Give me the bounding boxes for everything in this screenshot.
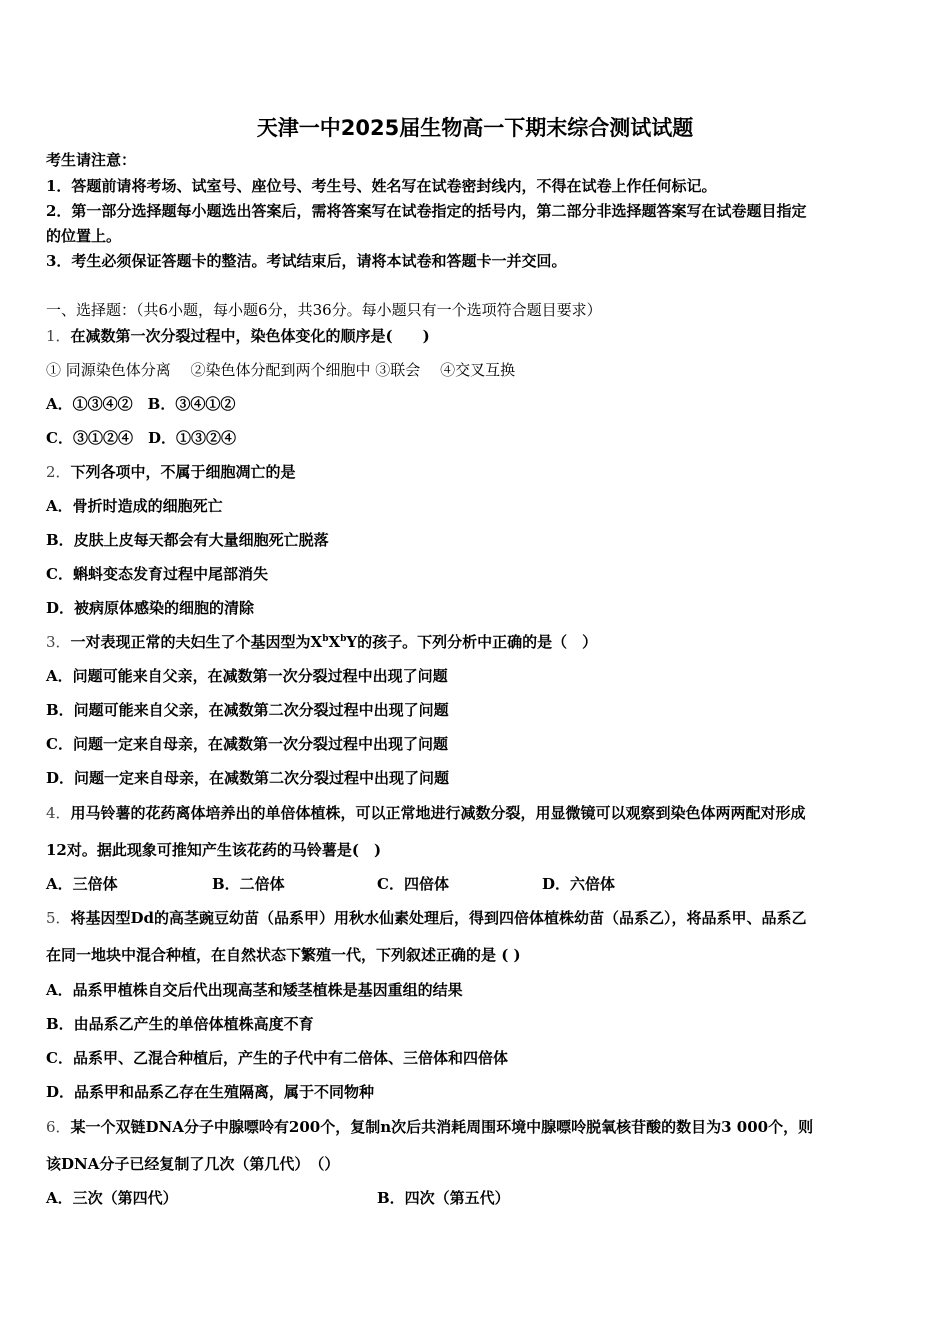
- option-a: A．三次（第四代）: [46, 1189, 178, 1207]
- option-b: B．四次（第五代）: [377, 1189, 510, 1207]
- question-text: Y的孩子。下列分析中正确的是（ ）: [346, 633, 598, 651]
- superscript: b: [340, 634, 347, 644]
- question-text: 用马铃薯的花药离体培养出的单倍体植株，可以正常地进行减数分裂，用显微镜可以观察到染色体两两配对形成: [70, 804, 806, 822]
- option-b: B．由品系乙产生的单倍体植株高度不育: [46, 1015, 314, 1033]
- option-c: C．问题一定来自母亲，在减数第一次分裂过程中出现了问题: [46, 735, 448, 753]
- option-c: C．蝌蚪变态发育过程中尾部消失: [46, 565, 268, 583]
- question-text: X: [328, 633, 341, 651]
- section-heading: 一、选择题：（共6小题，每小题6分，共36分。每小题只有一个选项符合题目要求）: [46, 301, 602, 319]
- question-number: 4．: [46, 804, 71, 822]
- option-line: C．③①②④ D．①③②④: [46, 429, 236, 447]
- question-number: 2．: [46, 463, 71, 481]
- question-stem: [46, 1117, 813, 1137]
- notice-item: 3．考生必须保证答题卡的整洁。考试结束后，请将本试卷和答题卡一并交回。: [46, 252, 567, 270]
- option-line: A．①③④② B．③④①②: [46, 395, 236, 413]
- notice-item: 2．第一部分选择题每小题选出答案后，需将答案写在试卷指定的括号内，第二部分非选择题答案写在试卷题目指定: [46, 202, 807, 220]
- question-text: 将基因型Dd的高茎豌豆幼苗（品系甲）用秋水仙素处理后，得到四倍体植株幼苗（品系乙），将品系甲、品系乙: [70, 909, 807, 927]
- question-number: 6．: [46, 1118, 71, 1136]
- question-stem: [46, 908, 807, 928]
- option-b: B．皮肤上皮每天都会有大量细胞死亡脱落: [46, 531, 329, 549]
- notice-heading: 考生请注意：: [46, 151, 137, 169]
- question-stem: [46, 462, 296, 482]
- question-number: 5．: [46, 909, 71, 927]
- page-title: 天津一中2025届生物高一下期末综合测试试题: [256, 116, 694, 140]
- option-d: D．被病原体感染的细胞的清除: [46, 599, 255, 617]
- question-number: 1．: [46, 327, 71, 345]
- question-stem-cont: 12对。据此现象可推知产生该花药的马铃薯是( ): [46, 841, 382, 859]
- question-stem: [46, 326, 430, 346]
- question-text: 一对表现正常的夫妇生了个基因型为X: [70, 633, 323, 651]
- question-text: 某一个双链DNA分子中腺嘌呤有200个，复制n次后共消耗周围环境中腺嘌呤脱氧核苷酸的数目为3 000个，则: [70, 1118, 814, 1136]
- option-a: A．骨折时造成的细胞死亡: [46, 497, 223, 515]
- notice-item: 的位置上。: [46, 227, 122, 245]
- superscript: b: [322, 634, 329, 644]
- question-stem-cont: 该DNA分子已经复制了几次（第几代） （）: [46, 1155, 340, 1173]
- option-d: D．六倍体: [542, 875, 616, 893]
- option-b: B．二倍体: [212, 875, 285, 893]
- question-text: 在减数第一次分裂过程中，染色体变化的顺序是( ): [70, 327, 430, 345]
- option-d: D．品系甲和品系乙存在生殖隔离，属于不同物种: [46, 1083, 375, 1101]
- option-d: D．问题一定来自母亲，在减数第二次分裂过程中出现了问题: [46, 769, 450, 787]
- question-stem: [46, 632, 597, 652]
- option-a: A．品系甲植株自交后代出现高茎和矮茎植株是基因重组的结果: [46, 981, 463, 999]
- option-b: B．问题可能来自父亲，在减数第二次分裂过程中出现了问题: [46, 701, 449, 719]
- option-c: C．四倍体: [377, 875, 449, 893]
- option-a: A．问题可能来自父亲，在减数第一次分裂过程中出现了问题: [46, 667, 448, 685]
- question-stem-cont: 在同一地块中混合种植，在自然状态下繁殖一代，下列叙述正确的是 ( ): [46, 946, 521, 964]
- question-number: 3．: [46, 633, 71, 651]
- notice-item: 1．答题前请将考场、试室号、座位号、考生号、姓名写在试卷密封线内，不得在试卷上作任何标记。: [46, 177, 717, 195]
- question-items: ① 同源染色体分离 ②染色体分配到两个细胞中 ③联会 ④交叉互换: [46, 361, 516, 379]
- question-text: 下列各项中，不属于细胞凋亡的是: [70, 463, 296, 481]
- option-c: C．品系甲、乙混合种植后，产生的子代中有二倍体、三倍体和四倍体: [46, 1049, 508, 1067]
- option-a: A．三倍体: [46, 875, 118, 893]
- question-stem: [46, 803, 806, 823]
